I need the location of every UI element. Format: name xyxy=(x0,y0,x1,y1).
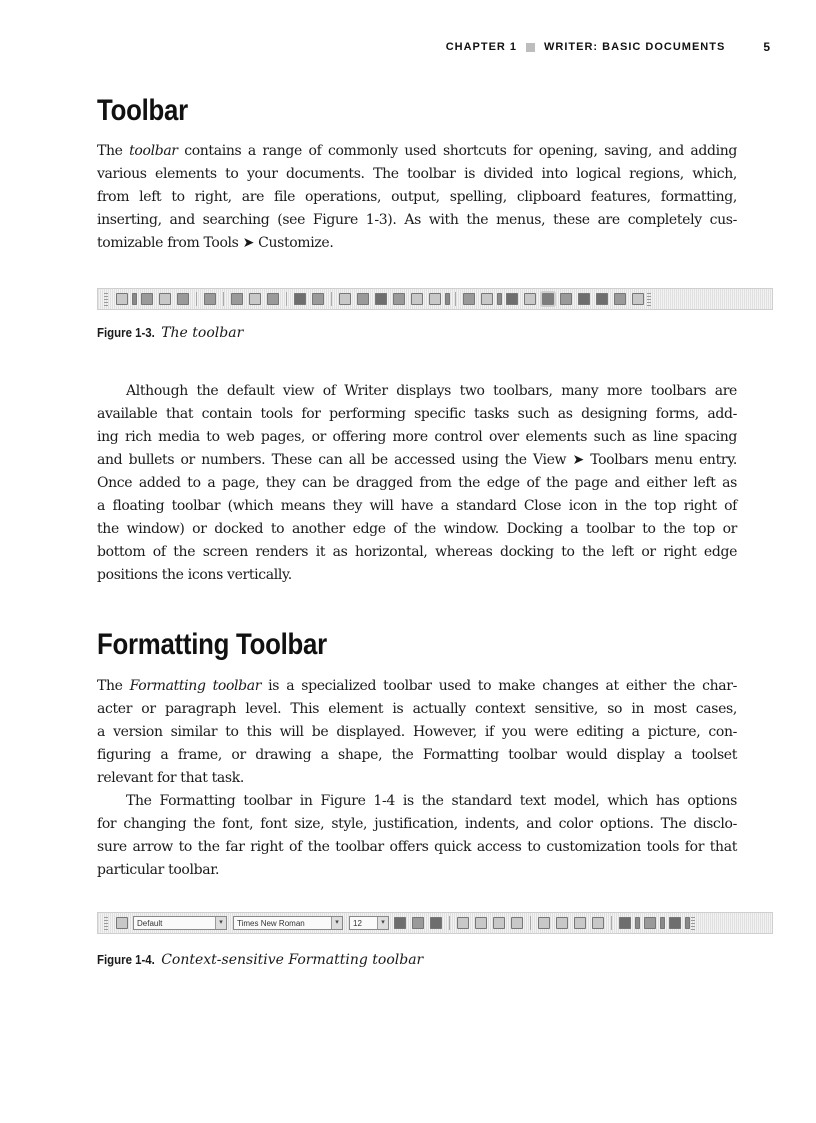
running-head xyxy=(97,40,770,54)
toolbar-grip-icon xyxy=(104,916,108,930)
paragraph-toolbars-overview xyxy=(97,380,737,587)
toolbar-options-icon xyxy=(691,916,695,930)
help-icon xyxy=(632,293,644,305)
text-line: a floating toolbar (which means they will have a standard Close icon in the top right of xyxy=(97,498,737,514)
align-left-icon xyxy=(457,917,469,929)
formatting-toolbar-screenshot xyxy=(97,912,773,934)
email-icon xyxy=(177,293,189,305)
show-draw-functions-icon xyxy=(506,293,518,305)
gallery-icon xyxy=(560,293,572,305)
toolbar-separator xyxy=(331,292,332,306)
align-right-icon xyxy=(493,917,505,929)
hyperlink-icon xyxy=(463,293,475,305)
data-sources-icon xyxy=(578,293,590,305)
standard-toolbar-screenshot xyxy=(97,288,773,310)
text-line: positions the icons vertically. xyxy=(97,567,292,583)
dropdown-arrow-icon xyxy=(685,917,690,929)
text-line: and bullets or numbers. These can all be accessed using the View ➤ Toolbars menu entry. xyxy=(97,452,737,468)
text-line: Although the default view of Writer displays two toolbars, many more toolbars are xyxy=(126,383,737,399)
font-color-icon xyxy=(619,917,631,929)
paragraph-style-dropdown: Default ▾ xyxy=(133,916,227,930)
figure-caption-text: Context-sensitive Formatting toolbar xyxy=(161,952,424,968)
copy-icon xyxy=(357,293,369,305)
font-name-dropdown: Times New Roman ▾ xyxy=(233,916,343,930)
decrease-indent-icon xyxy=(574,917,586,929)
new-document-icon xyxy=(116,293,128,305)
text-line: a version similar to this will be displayed. However, if you were editing a picture, con- xyxy=(97,724,737,740)
running-head-chapter: CHAPTER 1 xyxy=(445,41,518,53)
find-replace-icon xyxy=(524,293,536,305)
figure-number: Figure 1-4. xyxy=(97,952,155,967)
styles-formatting-icon xyxy=(116,917,128,929)
toolbar-separator xyxy=(611,916,612,930)
figure-number: Figure 1-3. xyxy=(97,325,155,340)
text-line: bottom of the screen renders it as horizontal, whereas docking to the left or right edge xyxy=(97,544,737,560)
text-line: tomizable from Tools ➤ Customize. xyxy=(97,235,334,251)
text-line: The toolbar contains a range of commonly used shortcuts for opening, saving, and adding xyxy=(97,143,737,159)
open-icon xyxy=(141,293,153,305)
page-number: 5 xyxy=(763,40,770,54)
nonprinting-characters-icon xyxy=(596,293,608,305)
text-line: from left to right, are file operations, output, spelling, clipboard features, formatting, xyxy=(97,189,737,205)
align-center-icon xyxy=(475,917,487,929)
edit-file-icon xyxy=(204,293,216,305)
text-line: various elements to your documents. The toolbar is divided into logical regions, which, xyxy=(97,166,737,182)
table-icon xyxy=(481,293,493,305)
text-line: available that contain tools for performing specific tasks such as designing forms, add- xyxy=(97,406,737,422)
toolbar-separator xyxy=(223,292,224,306)
navigator-icon xyxy=(542,293,554,305)
font-size-dropdown: 12 ▾ xyxy=(349,916,389,930)
numbering-icon xyxy=(538,917,550,929)
toolbar-separator xyxy=(286,292,287,306)
save-icon xyxy=(159,293,171,305)
text-line: ing rich media to web pages, or offering more control over elements such as line spacing xyxy=(97,429,737,445)
dropdown-arrow-icon xyxy=(660,917,665,929)
text-line: the window) or docked to another edge of the window. Docking a toolbar to the top or xyxy=(97,521,737,537)
chevron-down-icon: ▾ xyxy=(215,917,226,929)
zoom-icon xyxy=(614,293,626,305)
figure-caption-text: The toolbar xyxy=(161,325,244,341)
toolbar-separator xyxy=(449,916,450,930)
autospell-icon xyxy=(312,293,324,305)
section-heading-formatting-toolbar: Formatting Toolbar xyxy=(97,628,327,661)
background-color-icon xyxy=(669,917,681,929)
text-line: The Formatting toolbar in Figure 1-4 is the standard text model, which has options xyxy=(126,793,737,809)
emphasis-term: toolbar xyxy=(129,143,178,159)
redo-icon xyxy=(429,293,441,305)
emphasis-term: Formatting toolbar xyxy=(129,678,262,694)
italic-icon xyxy=(412,917,424,929)
toolbar-separator xyxy=(455,292,456,306)
toolbar-separator xyxy=(196,292,197,306)
running-head-title: WRITER: BASIC DOCUMENTS xyxy=(544,41,726,53)
text-line: sure arrow to the far right of the toolbar offers quick access to customization tools for that xyxy=(97,839,737,855)
figure-caption-1-3 xyxy=(97,325,243,341)
paragraph-toolbar-intro xyxy=(97,140,737,255)
print-icon xyxy=(249,293,261,305)
dropdown-arrow-icon xyxy=(497,293,502,305)
text-line: relevant for that task. xyxy=(97,770,244,786)
toolbar-grip-icon xyxy=(104,292,108,306)
text-line: Once added to a page, they can be dragged from the edge of the page and either left as xyxy=(97,475,737,491)
increase-indent-icon xyxy=(592,917,604,929)
print-preview-icon xyxy=(267,293,279,305)
cut-icon xyxy=(339,293,351,305)
figure-caption-1-4 xyxy=(97,952,423,968)
bold-icon xyxy=(394,917,406,929)
text-line: acter or paragraph level. This element is actually context sensitive, so in most cases, xyxy=(97,701,737,717)
spellcheck-icon xyxy=(294,293,306,305)
bullets-icon xyxy=(556,917,568,929)
underline-icon xyxy=(430,917,442,929)
chevron-down-icon: ▾ xyxy=(377,917,388,929)
justify-icon xyxy=(511,917,523,929)
dropdown-arrow-icon xyxy=(635,917,640,929)
text-line: particular toolbar. xyxy=(97,862,220,878)
export-pdf-icon xyxy=(231,293,243,305)
text-line: The Formatting toolbar is a specialized toolbar used to make changes at either the char- xyxy=(97,678,737,694)
text-line: figuring a frame, or drawing a shape, the Formatting toolbar would display a toolset xyxy=(97,747,737,763)
text-line: for changing the font, font size, style, justification, indents, and color options. The disclo- xyxy=(97,816,737,832)
undo-icon xyxy=(411,293,423,305)
highlighting-icon xyxy=(644,917,656,929)
paste-icon xyxy=(375,293,387,305)
chevron-down-icon: ▾ xyxy=(331,917,342,929)
square-bullet-icon xyxy=(526,43,535,52)
paragraph-formatting-toolbar xyxy=(97,675,737,882)
text-line: inserting, and searching (see Figure 1-3). As with the menus, these are completely cus- xyxy=(97,212,737,228)
dropdown-arrow-icon xyxy=(445,293,450,305)
toolbar-separator xyxy=(530,916,531,930)
format-paintbrush-icon xyxy=(393,293,405,305)
dropdown-arrow-icon xyxy=(132,293,137,305)
section-heading-toolbar: Toolbar xyxy=(97,94,188,127)
toolbar-options-icon xyxy=(647,292,651,306)
